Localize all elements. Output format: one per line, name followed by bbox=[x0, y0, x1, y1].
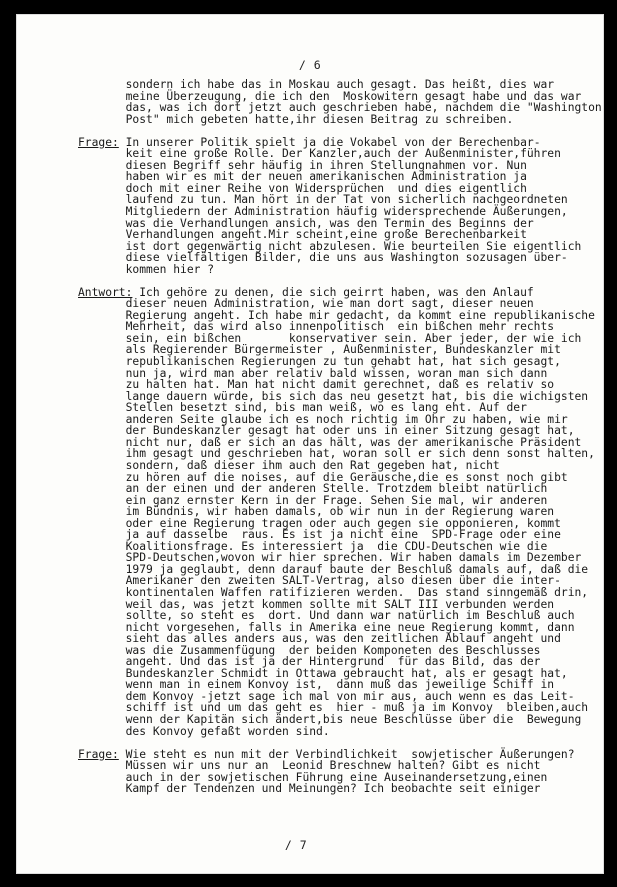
line-text: an der einen und der anderen Stelle. Trotzdem bleibt natürlich bbox=[78, 482, 548, 496]
line-text: angeht. Und das ist ja der Hintergrund für das Bild, das der bbox=[78, 655, 541, 669]
speaker-label: Frage: bbox=[78, 747, 119, 761]
line-text: nicht nur, daß er sich an das hält, was der amerikanische Präsident bbox=[78, 435, 582, 449]
line-text: Mitgliedern der Administration häufig widersprechende Äußerungen, bbox=[78, 204, 568, 218]
line-text: Bundeskanzler Schmidt in Ottawa gebraucht hat, als er gesagt hat, bbox=[78, 666, 568, 680]
line-text: oder eine Regierung tragen oder auch gegen sie opponieren, kommt bbox=[78, 516, 561, 530]
line-text: des Konvoy gefaßt worden sind. bbox=[78, 724, 330, 738]
line-text: Wie steht es nun mit der Verbindlichkeit sowjetischer Äußerungen? bbox=[118, 747, 575, 761]
line-text: dem Konvoy -jetzt sage ich mal von mir aus, auch wenn es das Leit- bbox=[78, 689, 575, 703]
line-text: diesen Begriff sehr häufig in ihren Stellungnahmen vor. Nun bbox=[78, 158, 527, 172]
line-text: dieser neuen Administration, wie man dort sagt, dieser neuen bbox=[78, 297, 534, 311]
line-text: ihm gesagt und geschrieben hat, woran soll er sich denn sonst halten, bbox=[78, 447, 595, 461]
line-text: laufend zu tun. Man hört in der Tat von sicherlich nachgeordneten bbox=[78, 193, 568, 207]
line-text: was die Zusammenfügung der beiden Komponeten des Beschlusses bbox=[78, 643, 541, 657]
page-number-bottom: / 7 bbox=[284, 838, 308, 852]
line-text: nun ja, wird man aber relativ bald wissen, woran man sich dann bbox=[78, 366, 548, 380]
line-text: weil das, was jetzt kommen sollte mit SALT III verbunden werden bbox=[78, 597, 555, 611]
line-text: doch mit einer Reihe von Widersprüchen und dies eigentlich bbox=[78, 181, 527, 195]
line-text: sieht das alles anders aus, was den zeitlichen Ablauf angeht und bbox=[78, 632, 561, 646]
line-text: wenn man in einem Konvoy ist, dann muß das jeweilige Schiff in bbox=[78, 678, 555, 692]
page-number-top: / 6 bbox=[298, 58, 322, 72]
line-text: Koalitionsfrage. Es interessiert ja die CDU-Deutschen wie die bbox=[78, 539, 548, 553]
text-line bbox=[78, 726, 600, 738]
text-line bbox=[78, 783, 600, 795]
line-text: sollte, so steht es dort. Und dann war natürlich im Beschluß auch bbox=[78, 609, 575, 623]
speaker-label: Antwort: bbox=[78, 285, 133, 299]
line-text: Stellen besetzt sind, bis man weiß, wo es lang eht. Auf der bbox=[78, 401, 527, 415]
line-text: anderen Seite glaube ich es noch richtig im Ohr zu haben, wie mir bbox=[78, 412, 568, 426]
line-text: Müssen wir uns nur an Leonid Breschnew halten? Gibt es nicht bbox=[78, 759, 541, 773]
line-text: im Bündnis, wir haben damals, ob wir nun in der Regierung waren bbox=[78, 505, 555, 519]
line-text: meine Überzeugung, die ich den Moskowitern gesagt habe und das war bbox=[78, 89, 582, 103]
line-text: diese vielfältigen Bilder, die uns aus Washington sozusagen über- bbox=[78, 251, 568, 265]
line-text: Kampf der Tendenzen und Meinungen? Ich beobachte seit einiger bbox=[78, 782, 541, 796]
dialogue-block bbox=[78, 749, 600, 795]
line-text: lange dauern würde, bis sich das neu gesetzt hat, bis die wichigsten bbox=[78, 389, 589, 403]
text-line bbox=[78, 114, 600, 126]
line-text: was die Verhandlungen ansich, was den Termin des Beginns der bbox=[78, 216, 534, 230]
text-line bbox=[78, 264, 600, 276]
line-text: ist dort gegenwärtig nicht abzulesen. Wie beurteilen Sie eigentlich bbox=[78, 239, 582, 253]
line-text: ein ganz ernster Kern in der Frage. Sehen Sie mal, wir anderen bbox=[78, 493, 548, 507]
line-text: schiff ist und um das geht es hier - muß ja im Konvoy bleiben,auch bbox=[78, 701, 589, 715]
line-text: zu halten hat. Man hat nicht damit gerechnet, daß es relativ so bbox=[78, 378, 555, 392]
line-text: ja auf dasselbe raus. Es ist ja nicht eine SPD-Frage oder eine bbox=[78, 528, 561, 542]
line-text: als Regierender Bürgermeister , Außenminister, Bundeskanzler mit bbox=[78, 343, 561, 357]
line-text: der Bundeskanzler gesagt hat oder uns in einer Sitzung gesagt hat, bbox=[78, 424, 575, 438]
line-text: Amerikaner den zweiten SALT-Vertrag, also diesen über die inter- bbox=[78, 574, 561, 588]
line-text: keit eine große Rolle. Der Kanzler,auch der Außenminister,führen bbox=[78, 147, 561, 161]
line-text: zu hören auf die noises, auf die Geräusche,die es sonst noch gibt bbox=[78, 470, 568, 484]
speaker-label: Frage: bbox=[78, 135, 119, 149]
line-text: das, was ich dort jetzt auch geschrieben habe, nachdem die "Washington bbox=[78, 101, 602, 115]
line-text: kontinentalen Waffen ratifizieren werden. Das stand sinngemäß drin, bbox=[78, 585, 589, 599]
line-text: nicht vorgesehen, falls in Amerika eine neue Regierung kommt, dann bbox=[78, 620, 575, 634]
dialogue-block bbox=[78, 287, 600, 737]
dialogue-block bbox=[78, 137, 600, 276]
line-text: auch in der sowjetischen Führung eine Auseinandersetzung,einen bbox=[78, 770, 548, 784]
transcript-body bbox=[78, 79, 600, 795]
line-text: Verhandlungen angeht.Mir scheint,eine große Berechenbarkeit bbox=[78, 228, 527, 242]
line-text: In unserer Politik spielt ja die Vokabel von der Berechenbar- bbox=[118, 135, 541, 149]
line-text: kommen hier ? bbox=[78, 262, 215, 276]
line-text: sein, ein bißchen konservativer sein. Aber jeder, der wie ich bbox=[78, 331, 582, 345]
line-text: haben wir es mit der neuen amerikanischen Administration ja bbox=[78, 170, 527, 184]
line-text: Post" mich gebeten hatte,ihr diesen Beitrag zu schreiben. bbox=[78, 112, 514, 126]
line-text: SPD-Deutschen,wovon wir hier sprechen. Wir haben damals im Dezember bbox=[78, 551, 582, 565]
line-text: wenn der Kapitän sich ändert,bis neue Beschlüsse über die Bewegung bbox=[78, 712, 582, 726]
document-page bbox=[16, 14, 604, 874]
line-text: sondern, daß dieser ihm auch den Rat gegeben hat, nicht bbox=[78, 458, 500, 472]
continuation-block bbox=[78, 79, 600, 125]
line-text: 1979 ja geglaubt, denn darauf baute der Beschluß damals auf, daß die bbox=[78, 562, 589, 576]
line-text: sondern ich habe das in Moskau auch gesagt. Das heißt, dies war bbox=[78, 78, 555, 91]
line-text: Mehrheit, das wird also innenpolitisch ein bißchen mehr rechts bbox=[78, 320, 555, 334]
line-text: Ich gehöre zu denen, die sich geirrt haben, was den Anlauf bbox=[132, 285, 534, 299]
line-text: Regierung angeht. Ich habe mir gedacht, da kommt eine republikanische bbox=[78, 308, 595, 322]
line-text: republikanischen Regierungen zu tun gehabt hat, hat sich gesagt, bbox=[78, 355, 561, 369]
